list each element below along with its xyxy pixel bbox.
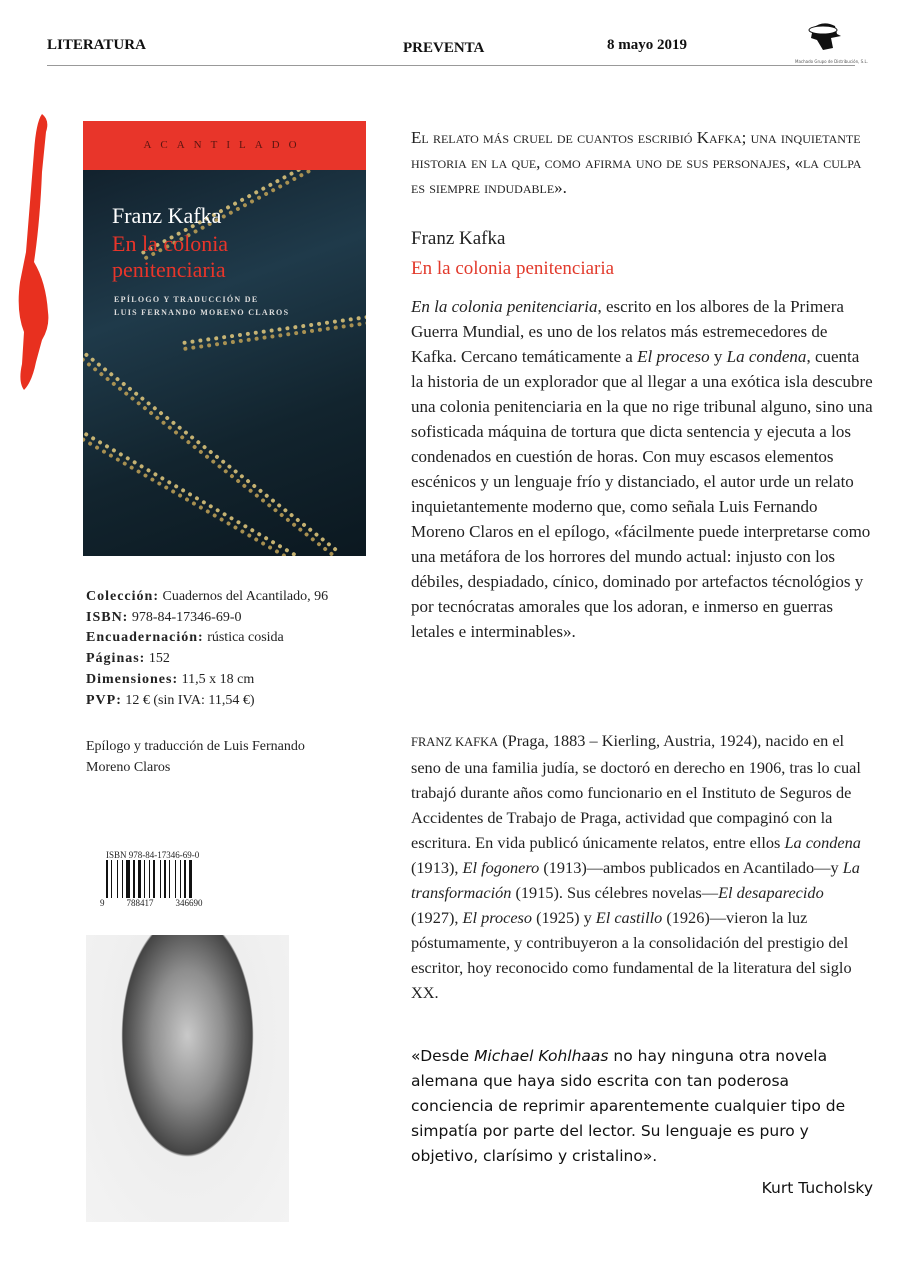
section-label: LITERATURA	[47, 37, 146, 53]
book-specs	[86, 587, 328, 711]
author-bio: FRANZ KAFKA (Praga, 1883 – Kierling, Austria, 1924), nacido en el seno de una familia judía, se doctoró en derecho en 1906, tras lo cual trabajó durante años como funcionario en el Instituto de Seguros de Accidentes de Trabajo de Praga, actividad que compaginó con la escritura. En vida publicó únicamente relatos, entre ellos La condena (1913), El fogonero (1913)—ambos publicados en Acantilado—y La transformación (1915). Sus célebres novelas—El desaparecido (1927), El proceso (1925) y El castillo (1926)—vieron la luz póstumamente, y contribuyeron a la consolidación del prestigio del escritor, hoy reconocido como fundamental de la literatura del siglo XX.	[411, 731, 861, 1002]
distributor-logo	[795, 20, 868, 64]
intro-text: El relato más cruel de cuantos escribió Kafka; una inquietante historia en la que, como afirma uno de sus personajes, «la culpa es siempre indudable».	[411, 128, 862, 197]
spec-row: ISBN: 978-84-17346-69-0	[86, 609, 242, 625]
barcode-bar	[164, 860, 166, 898]
barcode-bar	[106, 860, 108, 898]
barcode: ISBN 978-84-17346-69-0 9 788417 346690	[100, 850, 240, 912]
barcode-bar	[171, 860, 174, 898]
barcode-bar	[142, 860, 143, 898]
barcode-bar	[169, 860, 170, 898]
barcode-bar	[122, 860, 123, 898]
barcode-bar	[180, 860, 181, 898]
barcode-bar	[144, 860, 145, 898]
barcode-bar	[187, 860, 188, 898]
barcode-bar	[182, 860, 183, 898]
translator-credit: Epílogo y traducción de Luis Fernando Moreno Claros	[86, 739, 305, 775]
barcode-bar	[138, 860, 141, 898]
spec-row: Colección: Cuadernos del Acantilado, 96	[86, 589, 329, 604]
barcode-bar	[184, 860, 186, 898]
barcode-bar	[109, 860, 110, 898]
cover-publisher: ACANTILADO	[83, 121, 366, 170]
spec-row: Dimensiones: 11,5 x 18 cm	[86, 671, 255, 687]
barcode-bar	[117, 860, 118, 898]
book-title: En la colonia penitenciaria	[411, 258, 615, 279]
book-author: Franz Kafka	[411, 228, 506, 249]
cover-title: En la colonia penitenciaria	[112, 231, 229, 282]
barcode-bar	[156, 860, 159, 898]
diver-illustration	[12, 112, 58, 392]
barcode-bar	[160, 860, 161, 898]
book-description: En la colonia penitenciaria, escrito en los albores de la Primera Guerra Mundial, es uno de los relatos más estremecedores de Kafka. Cercano temáticamente a El proceso y La condena, cuenta la historia de un explorador que al llegar a una exótica isla descubre una colonia penitenciaria en la que no rige tribunal alguno, sino una sofisticada máquina de tortura que dicta sentencia y ejecuta a los condenados en cuestión de horas. Con muy escasos elementos escénicos y un lenguaje frío y distanciado, el autor urde un relato inquietantemente moderno que, como señala Luis Fernando Moreno Claros en el epílogo, «fácilmente puede interpretarse como una metáfora de los horrores del mundo actual: injusto con los débiles, despiadado, cínico, dominado por artefactos técnológios y por tecnócratas amorales que los adoran, e inmerso en guerras letales e interminables».	[411, 297, 873, 641]
barcode-bar	[119, 860, 121, 898]
barcode-isbn: ISBN 978-84-17346-69-0	[106, 850, 200, 860]
cover-author: Franz Kafka	[112, 203, 222, 228]
date-label: 8 mayo 2019	[607, 37, 687, 53]
book-cover	[83, 121, 366, 556]
barcode-bar	[124, 860, 125, 898]
header-divider	[47, 65, 855, 66]
spec-row: PVP: 12 € (sin IVA: 11,54 €)	[86, 692, 255, 708]
cover-subtitle: EPÍLOGO Y TRADUCCIÓN DE LUIS FERNANDO MORENO CLAROS	[114, 295, 290, 317]
barcode-bar	[189, 860, 192, 898]
barcode-bar	[177, 860, 179, 898]
spec-row: Páginas: 152	[86, 651, 170, 667]
spec-row: Encuadernación: rústica cosida	[86, 630, 284, 646]
barcode-bar	[151, 860, 152, 898]
author-photo	[86, 935, 289, 1222]
barcode-bar	[113, 860, 116, 898]
barcode-bar	[167, 860, 168, 898]
barcode-bar	[136, 860, 137, 898]
barcode-bar	[175, 860, 176, 898]
barcode-bar	[162, 860, 163, 898]
quote-author: Kurt Tucholsky	[761, 1179, 873, 1197]
barcode-bar	[111, 860, 112, 898]
barcode-bar	[149, 860, 150, 898]
barcode-bar	[126, 860, 130, 898]
review-quote: «Desde Michael Kohlhaas no hay ninguna otra novela alemana que haya sido escrita con tan poderosa conciencia de reprimir aparentemente cualquier tipo de simpatía por parte del lector. Su lenguaje es puro y objetivo, clarísimo y cristalino».	[411, 1047, 846, 1165]
barcode-bar	[153, 860, 155, 898]
status-label: PREVENTA	[403, 40, 485, 56]
barcode-bar	[146, 860, 148, 898]
barcode-bar	[131, 860, 132, 898]
logo-text: Machado Grupo de Distribución, S.L.	[795, 59, 868, 64]
book-heading	[411, 224, 873, 284]
barcode-bar	[133, 860, 135, 898]
